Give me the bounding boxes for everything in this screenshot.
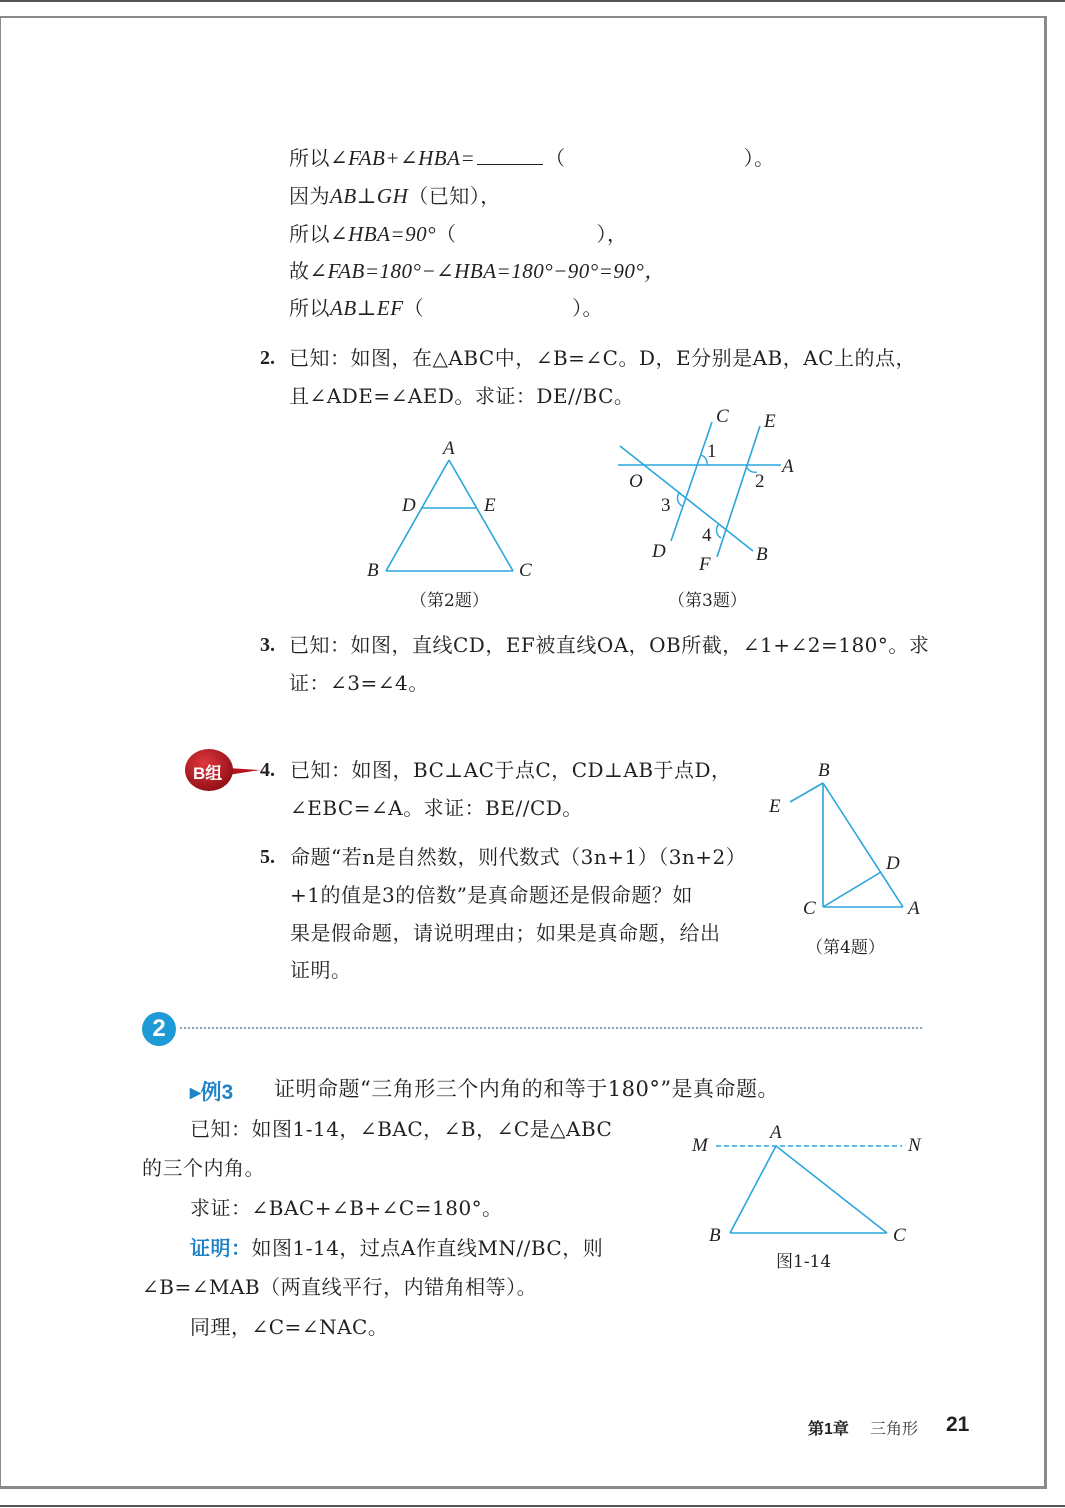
problem-4-line-2: ∠EBC=∠A。求证：BE//CD。 (290, 796, 583, 820)
proof-line-4 (289, 259, 666, 283)
label-c: C (893, 1225, 906, 1246)
problem-4-line-1: 已知：如图，BC⊥AC于点C，CD⊥AB于点D， (290, 758, 732, 782)
paren-close: ）。 (572, 296, 604, 320)
problem-3-number: 3. (260, 634, 275, 656)
problem-5-line-4: 证明。 (290, 958, 352, 982)
label-e: E (484, 495, 496, 516)
math: ∠HBA=90° (330, 222, 436, 246)
text: 因为 (289, 184, 330, 208)
math: ∠FAB=180°−∠HBA=180°−90°=90°， (309, 259, 666, 283)
example-proof-2: ∠B=∠MAB（两直线平行，内错角相等）。 (142, 1275, 538, 1299)
paren-open: （ (403, 296, 425, 320)
figure-problem-2 (355, 430, 555, 590)
example-proof-1 (190, 1236, 603, 1261)
label-d: D (652, 541, 666, 562)
label-b: B (367, 560, 379, 581)
label-b: B (756, 544, 768, 565)
line-ob (620, 446, 753, 551)
math: AB⊥GH (330, 184, 409, 208)
frame-top-line (0, 0, 1065, 2)
line-ef (717, 426, 760, 557)
problem-2-number: 2. (260, 347, 275, 369)
problem-5-line-2: +1的值是3的倍数”是真命题还是假命题？如 (290, 883, 693, 907)
label-c: C (519, 560, 532, 581)
problem-2-line-1: 已知：如图，在△ABC中，∠B=∠C。D，E分别是AB，AC上的点， (289, 346, 916, 370)
group-badge-label: B组 (193, 764, 223, 783)
label-m: M (692, 1135, 708, 1156)
segment-ac (776, 1146, 887, 1233)
text: 所以 (289, 222, 330, 246)
page-number: 21 (946, 1413, 970, 1436)
section-number-icon: 2 (142, 1012, 176, 1046)
label-a: A (782, 456, 794, 477)
example-label: ▸例3 (190, 1081, 234, 1104)
math: AB⊥EF (330, 296, 404, 320)
proof-line-3 (289, 222, 628, 246)
label-n: N (908, 1135, 921, 1156)
example-proof-3: 同理，∠C=∠NAC。 (190, 1315, 389, 1339)
proof-line-5 (289, 296, 603, 320)
segment-ab (386, 460, 449, 571)
label-d: D (402, 495, 416, 516)
label-e: E (769, 796, 781, 817)
label-c: C (716, 406, 729, 427)
fill-blank[interactable] (477, 146, 543, 165)
label-a: A (443, 438, 455, 459)
label-angle-1: 1 (707, 441, 717, 462)
paren-close: ）， (596, 222, 628, 246)
caption-problem-2: （第2题） (410, 591, 489, 611)
label-c: C (803, 898, 816, 919)
proof-line-2 (289, 184, 501, 208)
problem-5-line-1: 命题“若n是自然数，则代数式（3n+1）（3n+2） (290, 845, 747, 869)
label-f: F (699, 554, 711, 575)
problem-3-line-2: 证：∠3=∠4。 (289, 671, 429, 695)
segment-eb (790, 783, 823, 802)
example-prove: 求证：∠BAC+∠B+∠C=180°。 (190, 1196, 503, 1220)
label-o: O (629, 471, 643, 492)
figure-problem-3 (600, 400, 810, 585)
figure-problem-4 (755, 750, 935, 930)
paren-close: ）。 (743, 146, 775, 170)
problem-3-line-1: 已知：如图，直线CD，EF被直线OA，OB所截，∠1+∠2=180°。求 (289, 633, 930, 657)
proof-label: 证明： (190, 1238, 252, 1260)
example-statement: 证明命题“三角形三个内角的和等于180°”是真命题。 (274, 1077, 780, 1101)
caption-figure-1-14: 图1-14 (776, 1252, 832, 1272)
math: ∠FAB+∠HBA= (330, 146, 476, 170)
label-angle-4: 4 (702, 525, 712, 546)
label-a: A (770, 1122, 782, 1143)
label-a: A (908, 898, 920, 919)
section-divider (180, 1027, 922, 1029)
proof-text: 如图1-14，过点A作直线MN//BC，则 (251, 1236, 604, 1260)
problem-2-line-2: 且∠ADE=∠AED。求证：DE//BC。 (289, 384, 635, 408)
example-given-1: 已知：如图1-14，∠BAC，∠B，∠C是△ABC (190, 1117, 613, 1141)
caption-problem-3: （第3题） (668, 591, 747, 611)
label-angle-3: 3 (661, 495, 671, 516)
label-b: B (709, 1225, 721, 1246)
label-d: D (886, 853, 900, 874)
line-cd (671, 422, 712, 541)
footer-chapter-title: 三角形 (870, 1421, 919, 1438)
text: 所以 (289, 296, 330, 320)
segment-cd (823, 872, 881, 907)
figure-1-14 (680, 1115, 930, 1250)
segment-ab (730, 1146, 776, 1233)
label-angle-2: 2 (755, 471, 765, 492)
segment-ba (823, 783, 903, 907)
caption-problem-4: （第4题） (806, 938, 885, 958)
label-b: B (818, 760, 830, 781)
segment-ac (449, 460, 513, 571)
label-e: E (764, 411, 776, 432)
text: 故 (289, 259, 310, 283)
paren-open: （ (436, 222, 457, 246)
text: 所以 (289, 146, 330, 170)
paren-open: （ (545, 146, 566, 170)
proof-line-1 (289, 146, 775, 170)
problem-5-line-3: 果是假命题，请说明理由；如果是真命题，给出 (290, 921, 721, 945)
example-given-2: 的三个内角。 (142, 1156, 265, 1180)
frame-bottom-line (0, 1505, 1065, 1507)
problem-5-number: 5. (260, 846, 275, 868)
reason: （已知）， (408, 184, 501, 208)
problem-4-number: 4. (260, 759, 275, 781)
footer-chapter: 第1章 (808, 1421, 849, 1438)
